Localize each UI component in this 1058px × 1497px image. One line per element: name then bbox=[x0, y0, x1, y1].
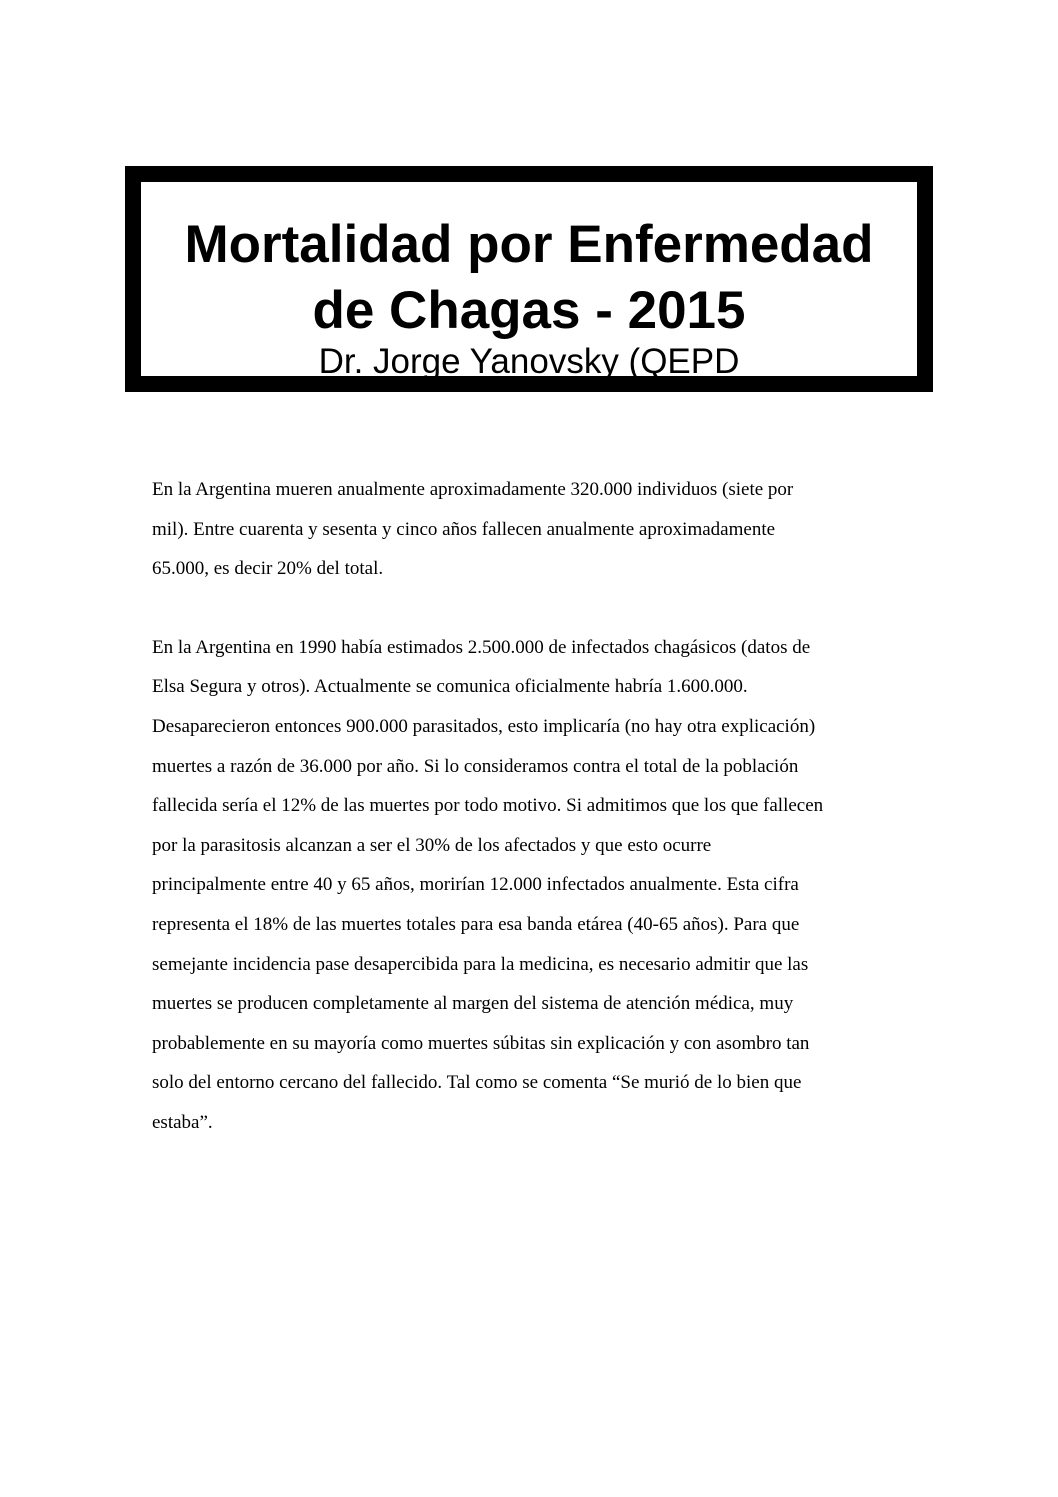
title-box bbox=[125, 166, 933, 392]
document-title bbox=[141, 182, 917, 344]
title-line-2: de Chagas - 2015 bbox=[312, 281, 746, 340]
paragraph-line: mil). Entre cuarenta y sesenta y cinco años fallecen anualmente aproximadamente bbox=[152, 518, 776, 540]
paragraph-line: muertes a razón de 36.000 por año. Si lo consideramos contra el total de la población bbox=[152, 755, 799, 777]
paragraph-line: En la Argentina mueren anualmente aproximadamente 320.000 individuos (siete por bbox=[152, 479, 794, 500]
paragraph-1 bbox=[152, 470, 922, 589]
paragraph-line: En la Argentina en 1990 había estimados 2.500.000 de infectados chagásicos (datos de bbox=[152, 636, 811, 658]
paragraph-line: semejante incidencia pase desapercibida para la medicina, es necesario admitir que las bbox=[152, 953, 809, 975]
document-body bbox=[152, 470, 922, 1143]
paragraph-line: muertes se producen completamente al margen del sistema de atención médica, muy bbox=[152, 993, 794, 1015]
paragraph-2 bbox=[152, 628, 922, 1143]
paragraph-line: estaba”. bbox=[152, 1111, 213, 1133]
paragraph-line: Desaparecieron entonces 900.000 parasitados, esto implicaría (no hay otra explicación) bbox=[152, 715, 816, 737]
paragraph-line: probablemente en su mayoría como muertes súbitas sin explicación y con asombro tan bbox=[152, 1032, 810, 1054]
author-line: Dr. Jorge Yanovsky (QEPD bbox=[318, 342, 740, 381]
paragraph-line: fallecida sería el 12% de las muertes por todo motivo. Si admitimos que los que fallecen bbox=[152, 795, 824, 817]
paragraph-line: Elsa Segura y otros). Actualmente se comunica oficialmente habría 1.600.000. bbox=[152, 676, 748, 698]
paragraph-line: por la parasitosis alcanzan a ser el 30% de los afectados y que esto ocurre bbox=[152, 834, 712, 856]
paragraph-line: 65.000, es decir 20% del total. bbox=[152, 558, 384, 580]
paragraph-line: representa el 18% de las muertes totales para esa banda etárea (40-65 años). Para que bbox=[152, 913, 800, 935]
paragraph-line: principalmente entre 40 y 65 años, morirían 12.000 infectados anualmente. Esta cifra bbox=[152, 874, 799, 896]
paragraph-line: solo del entorno cercano del fallecido. Tal como se comenta “Se murió de lo bien que bbox=[152, 1072, 802, 1094]
title-line-1: Mortalidad por Enfermedad bbox=[184, 215, 874, 274]
